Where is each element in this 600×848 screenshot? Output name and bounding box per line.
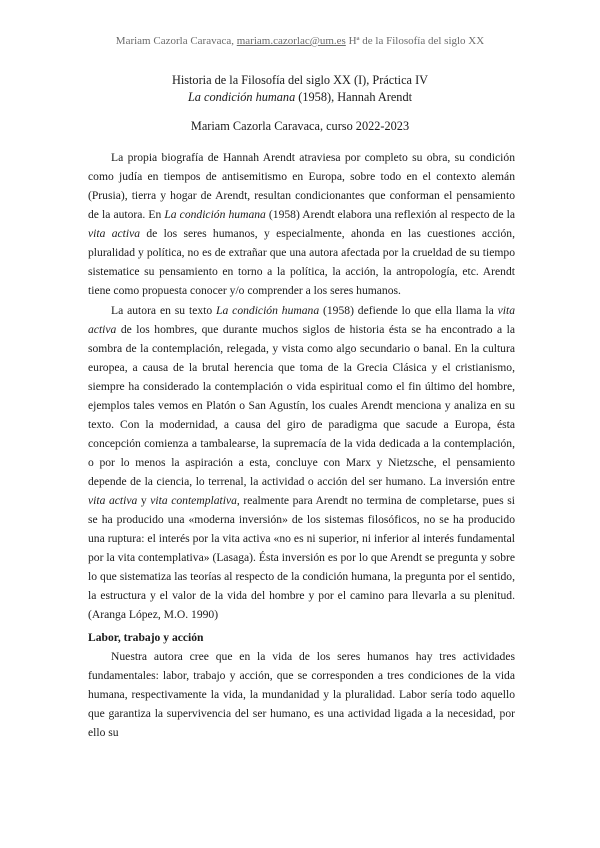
- title-block: [0, 72, 600, 135]
- p2-text-g: y: [137, 494, 151, 507]
- header-email-link[interactable]: mariam.cazorlac@um.es: [236, 35, 346, 47]
- course-title: Historia de la Filosofía del siglo XX (I), Práctica IV: [171, 73, 429, 87]
- p1-work-title: La condición humana: [164, 208, 266, 221]
- p2-text-a: La autora en su texto: [111, 304, 217, 317]
- running-header: [0, 35, 600, 47]
- paragraph-3: Nuestra autora cree que en la vida de los seres humanos hay tres actividades fundamentales: labor, trabajo y acción, que se corresponden a tres condiciones de la vida humana, respectivamente la vida, la mundanidad y la pluralidad. Labor sería todo aquello que garantiza la supervivencia del ser humano, es una actividad ligada a la necesidad, por ello su: [88, 650, 515, 739]
- p2-text-e: de los hombres, que durante muchos siglos de historia ésta se ha encontrado a la sombra de la contemplación, relegada, y vista como algo secundario o banal. En la cultura europea, a causa de la brutal herencia que toma de la Grecia Clásica y el cristianismo, siempre ha considerado la contemplación o vida espiritual como el fin último del hombre, ejemplos tales vemos en Platón o San Agustín, los cuales Arendt menciona y analiza en su texto. Con la modernidad, a causa del giro de paradigma que sacude a Europa, ésta concepción comienza a tambalearse, la supremacía de la vida dedicada a la contemplación, o por lo menos la aspiración a esta, concluye con Marx y Nietzsche, el pensamiento depende de la ciencia, lo terrenal, la actividad o acción del ser humano. La inversión entre: [88, 323, 515, 488]
- work-title: La condición humana: [187, 90, 296, 104]
- p2-vita-activa-2: vita activa: [88, 494, 138, 507]
- work-subtitle: (1958), Hannah Arendt: [295, 90, 413, 104]
- p1-text-c: (1958) Arendt elabora una reflexión al respecto de la: [265, 208, 515, 221]
- header-author: Mariam Cazorla Caravaca,: [115, 35, 234, 47]
- p1-text-e: de los seres humanos, y especialmente, ahonda en las cuestiones acción, pluralidad y política, no es de extrañar que una autora afectada por la crueldad de su tiempo sistematice su pensamiento en torno a la política, la acción, la antropología, etc. Arendt tiene como propuesta conocer y/o comprender a los seres humanos.: [88, 227, 515, 297]
- author-line: Mariam Cazorla Caravaca, curso 2022-2023: [190, 119, 410, 133]
- p2-text-c: (1958) defiende lo que ella llama la: [319, 304, 498, 317]
- work-title-line: [0, 89, 600, 106]
- paragraph-2: [88, 301, 515, 624]
- section-heading: Labor, trabajo y acción: [88, 631, 204, 644]
- p2-vita-activa: vita activa: [88, 304, 516, 336]
- document-body: [88, 148, 515, 742]
- p2-work-title: La condición humana: [216, 304, 320, 317]
- header-course: Hª de la Filosofía del siglo XX: [348, 35, 485, 47]
- p1-text-a: La propia biografía de Hannah Arendt atraviesa por completo su obra, su condición como judía en tiempos de antisemitismo en Europa, sobre todo en el contexto alemán (Prusia), tierra y hogar de Arendt, resultan condicionantes que conforman el pensamiento de la autora. En: [88, 151, 515, 221]
- p1-vita-activa: vita activa: [88, 227, 141, 240]
- paragraph-1: [88, 148, 515, 300]
- p2-text-i: , realmente para Arendt no termina de completarse, pues si se ha producido una «moderna inversión» de los sistemas filosóficos, no se ha producido una ruptura: el interés por la vita activa «no es ni superior, ni inferior al interés fundamental por la vita contemplativa» (Lasaga). Ésta inversión es por lo que Arendt se pregunta y sobre lo que sistematiza las teorías al respecto de la condición humana, la pregunta por el sentido, la estructura y el valor de la vida del hombre y por el camino para llevarla a su plenitud. (Aranga López, M.O. 1990): [88, 494, 515, 621]
- p2-vita-contemplativa: vita contemplativa: [150, 494, 237, 507]
